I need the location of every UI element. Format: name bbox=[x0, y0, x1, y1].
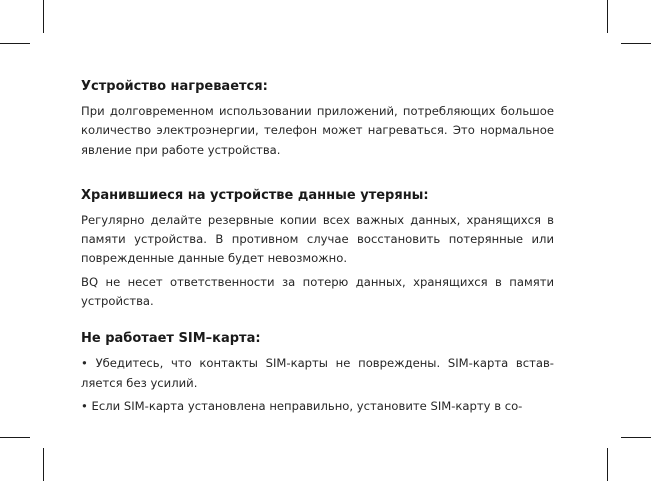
crop-mark-top-right-horizontal bbox=[621, 43, 651, 44]
section-paragraph: BQ не несет ответственности за потерю данных, хранящихся в памяти устройства. bbox=[81, 274, 554, 309]
section-sim-not-working bbox=[81, 330, 554, 416]
section-data-lost bbox=[81, 187, 554, 311]
section-heading: Устройство нагревается: bbox=[81, 79, 268, 94]
manual-page-content bbox=[81, 78, 554, 416]
bullet-item: • Убедитесь, что контакты SIM-карты не повреждены. SIM-карта встав-ляется без усилий. bbox=[81, 356, 554, 390]
crop-mark-bottom-right-vertical bbox=[607, 448, 608, 481]
crop-mark-top-right-vertical bbox=[607, 0, 608, 33]
crop-mark-bottom-left-vertical bbox=[43, 448, 44, 481]
section-heading: Не работает SIM–карта: bbox=[81, 331, 261, 347]
section-device-heating bbox=[81, 78, 554, 160]
section-paragraph: Регулярно делайте резервные копии всех важных данных, хранящихся в памяти устройства. В противном случае восстановить потерянные или поврежденные данные будет невозможно. bbox=[81, 212, 554, 266]
crop-mark-top-left-horizontal bbox=[0, 43, 30, 44]
crop-mark-bottom-left-horizontal bbox=[0, 437, 30, 438]
bullet-item: • Если SIM-карта установлена неправильно, установите SIM-карту в со- bbox=[81, 398, 523, 413]
crop-mark-top-left-vertical bbox=[43, 0, 44, 33]
section-heading: Хранившиеся на устройстве данные утеряны: bbox=[81, 187, 429, 203]
crop-mark-bottom-right-horizontal bbox=[621, 437, 651, 438]
section-paragraph: При долговременном использовании приложений, потребляющих большое количество электроэнергии, телефон может нагреваться. Это нормальное явление при работе устройства. bbox=[81, 104, 554, 157]
